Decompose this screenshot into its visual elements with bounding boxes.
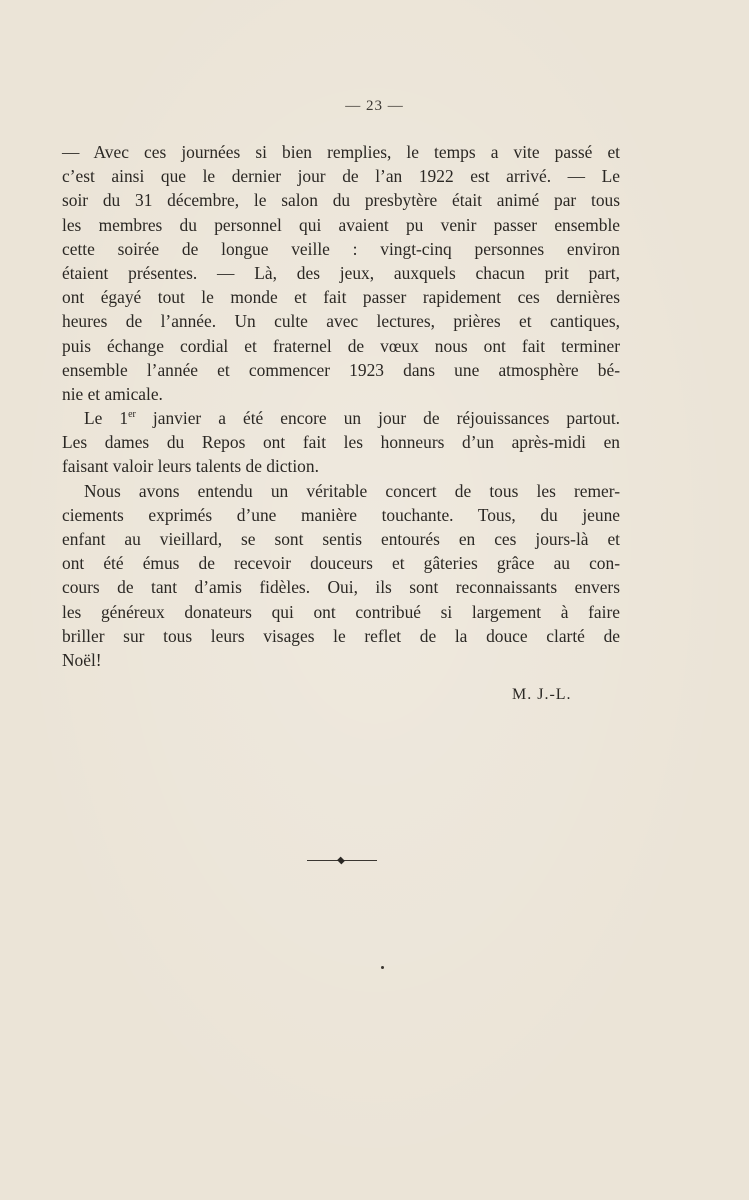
text-line: ont égayé tout le monde et fait passer rapidement ces dernières [62,287,620,308]
text-line: ont été émus de recevoir douceurs et gâteries grâce au con- [62,553,620,574]
paragraph-1 [62,140,620,406]
text-line: ciements exprimés d’une manière touchante. Tous, du jeune [62,504,620,525]
article-body [62,140,620,672]
text-line: — Avec ces journées si bien remplies, le temps a vite passé et [62,142,620,162]
text-line: Les dames du Repos ont fait les honneurs d’un après-midi en [62,432,620,453]
text-line: heures de l’année. Un culte avec lectures, prières et cantiques, [62,311,620,332]
text-line: Nous avons entendu un véritable concert de tous les remer- [84,480,620,501]
text-line: c’est ainsi que le dernier jour de l’an 1922 est arrivé. — Le [62,166,620,187]
text-line: faisant valoir leurs talents de diction. [62,456,319,477]
divider-diamond-icon [337,857,345,865]
ink-speck [381,966,384,969]
text-line: nie et amicale. [62,383,163,404]
text-fragment: janvier a été encore un jour de réjouissances partout. [135,408,621,429]
paragraph-3 [62,479,620,673]
signature: M. J.-L. [512,686,572,703]
text-line-with-superscript [62,406,620,430]
text-line: Noël! [62,649,102,670]
text-line: puis échange cordial et fraternel de vœux nous ont fait terminer [62,335,620,356]
page-number: — 23 — [345,98,404,114]
section-divider-ornament [307,859,377,863]
text-line: briller sur tous leurs visages le reflet de la douce clarté de [62,625,620,646]
text-line: les membres du personnel qui avaient pu venir passer ensemble [62,214,620,235]
text-line: cours de tant d’amis fidèles. Oui, ils sont reconnaissants envers [62,577,620,598]
text-line: les généreux donateurs qui ont contribué si largement à faire [62,601,620,622]
text-fragment: Le 1 [84,408,129,429]
text-line: ensemble l’année et commencer 1923 dans une atmosphère bé- [62,359,620,380]
paragraph-2 [62,406,620,479]
ordinal-superscript: er [128,409,136,421]
text-line: enfant au vieillard, se sont sentis entourés en ces jours-là et [62,529,620,549]
text-line: soir du 31 décembre, le salon du presbytère était animé par tous [62,190,620,211]
text-line: étaient présentes. — Là, des jeux, auxquels chacun prit part, [62,262,620,283]
text-line: cette soirée de longue veille : vingt-cinq personnes environ [62,238,620,259]
